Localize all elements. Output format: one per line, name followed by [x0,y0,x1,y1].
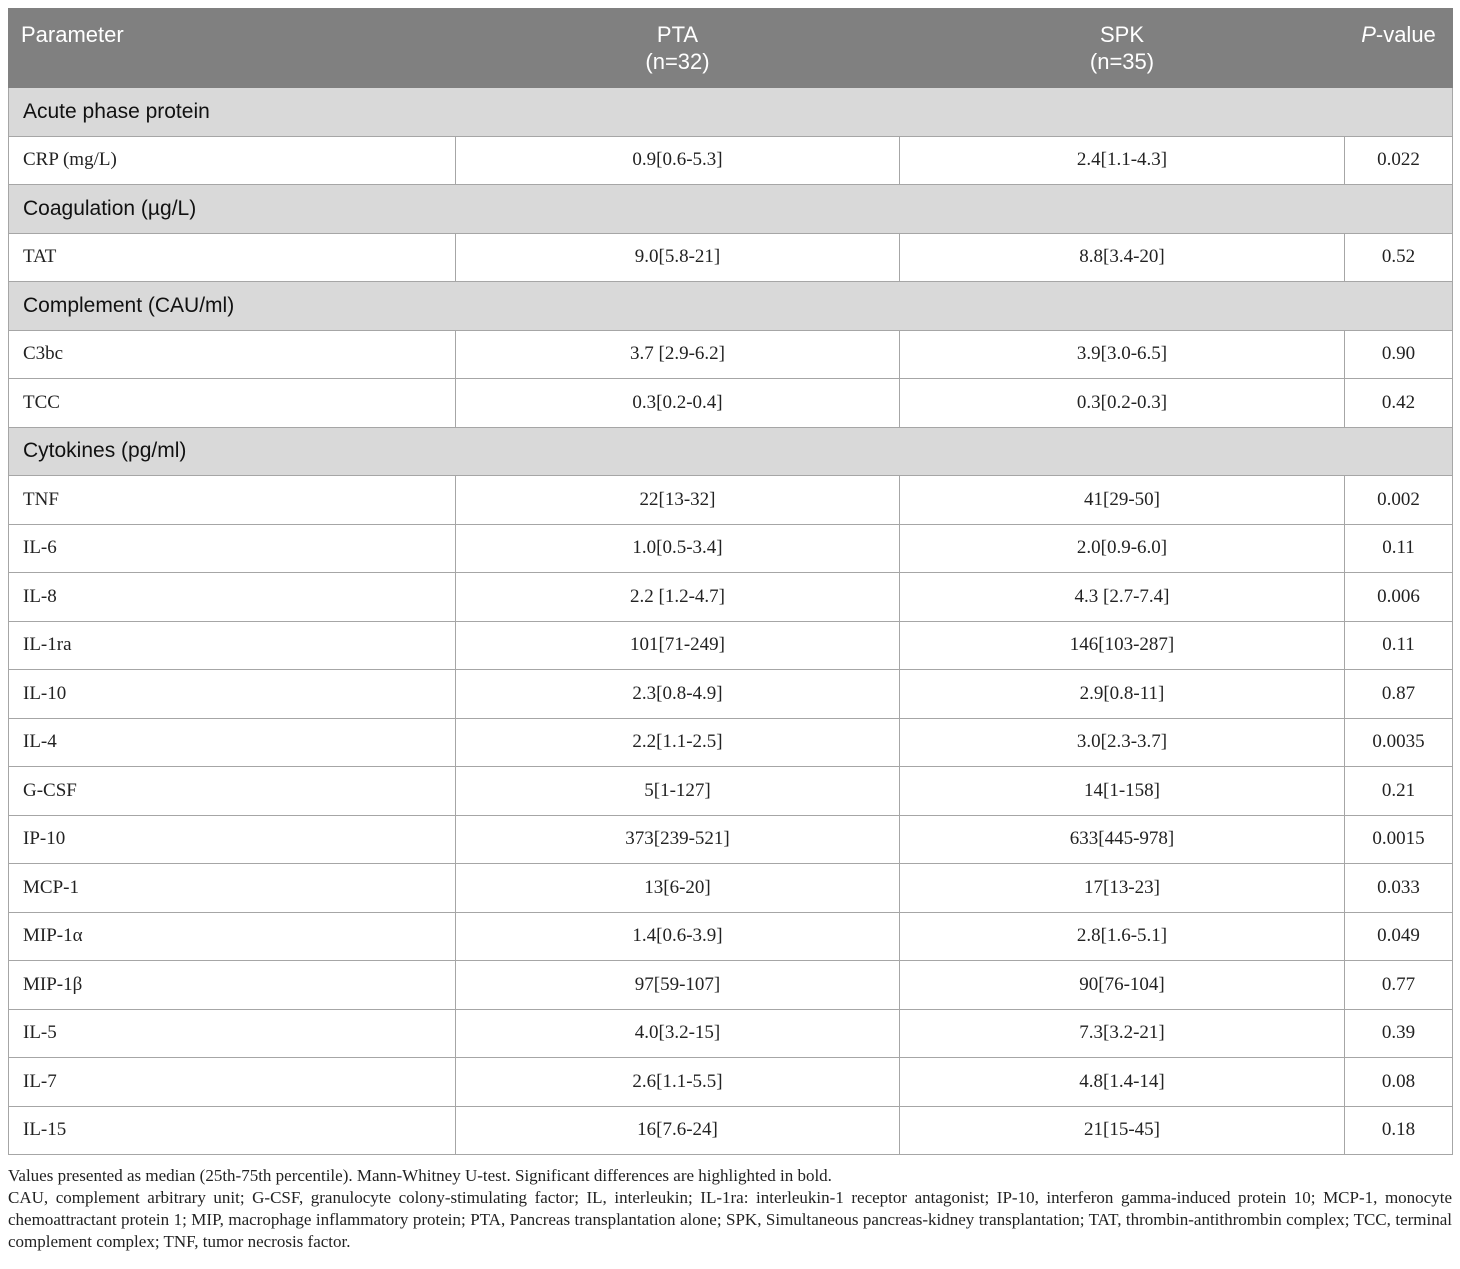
table-row [9,670,1453,719]
cell-spk: 2.4[1.1-4.3] [900,136,1345,185]
section-row [9,88,1453,137]
cell-pta: 1.0[0.5-3.4] [456,524,900,573]
cell-p-value: 0.77 [1345,961,1453,1010]
cell-pta: 97[59-107] [456,961,900,1010]
cell-p-value: 0.18 [1345,1106,1453,1155]
cell-spk: 14[1-158] [900,767,1345,816]
section-title: Complement (CAU/ml) [9,282,1453,331]
header-spk-n: (n=35) [1089,49,1155,74]
cell-pta: 0.3[0.2-0.4] [456,379,900,428]
cell-spk: 4.3 [2.7-7.4] [900,573,1345,622]
section-row [9,185,1453,234]
header-pta [456,9,900,88]
table-row [9,815,1453,864]
cell-p-value: 0.0035 [1345,718,1453,767]
cell-spk: 4.8[1.4-14] [900,1058,1345,1107]
cell-spk: 0.3[0.2-0.3] [900,379,1345,428]
cell-p-value: 0.11 [1345,524,1453,573]
cell-parameter: IP-10 [9,815,456,864]
cell-spk: 2.9[0.8-11] [900,670,1345,719]
header-row [9,9,1453,88]
header-spk [900,9,1345,88]
table-row [9,573,1453,622]
header-spk-label: SPK [1099,22,1145,47]
table-body [9,88,1453,1155]
cell-p-value: 0.002 [1345,476,1453,525]
cell-pta: 13[6-20] [456,864,900,913]
header-p-rest: -value [1375,22,1436,47]
cell-spk: 8.8[3.4-20] [900,233,1345,282]
cell-parameter: TNF [9,476,456,525]
cell-pta: 22[13-32] [456,476,900,525]
table-row [9,233,1453,282]
cell-pta: 2.2 [1.2-4.7] [456,573,900,622]
section-title: Coagulation (µg/L) [9,185,1453,234]
cell-p-value: 0.022 [1345,136,1453,185]
cell-p-value: 0.39 [1345,1009,1453,1058]
cell-parameter: IL-7 [9,1058,456,1107]
section-title: Cytokines (pg/ml) [9,427,1453,476]
cell-spk: 146[103-287] [900,621,1345,670]
cell-parameter: IL-4 [9,718,456,767]
cell-p-value: 0.049 [1345,912,1453,961]
cell-pta: 2.3[0.8-4.9] [456,670,900,719]
table-row [9,476,1453,525]
cell-pta: 2.6[1.1-5.5] [456,1058,900,1107]
cell-parameter: TCC [9,379,456,428]
header-parameter: Parameter [9,9,456,88]
cell-pta: 373[239-521] [456,815,900,864]
cell-p-value: 0.006 [1345,573,1453,622]
cell-spk: 2.0[0.9-6.0] [900,524,1345,573]
cell-spk: 3.0[2.3-3.7] [900,718,1345,767]
cell-p-value: 0.11 [1345,621,1453,670]
cell-parameter: TAT [9,233,456,282]
cell-spk: 17[13-23] [900,864,1345,913]
cell-parameter: IL-8 [9,573,456,622]
header-p-value [1345,9,1453,88]
section-title: Acute phase protein [9,88,1453,137]
cell-p-value: 0.42 [1345,379,1453,428]
cell-pta: 3.7 [2.9-6.2] [456,330,900,379]
cell-pta: 2.2[1.1-2.5] [456,718,900,767]
table-row [9,330,1453,379]
table-row [9,864,1453,913]
footnote-method: Values presented as median (25th-75th percentile). Mann-Whitney U-test. Significant differences are highlighted in bold. [8,1166,832,1185]
cell-spk: 21[15-45] [900,1106,1345,1155]
cell-spk: 2.8[1.6-5.1] [900,912,1345,961]
header-pta-n: (n=32) [645,49,710,74]
table-row [9,524,1453,573]
cell-p-value: 0.21 [1345,767,1453,816]
cell-parameter: IL-10 [9,670,456,719]
cell-p-value: 0.90 [1345,330,1453,379]
cell-parameter: CRP (mg/L) [9,136,456,185]
table-row [9,767,1453,816]
cell-pta: 9.0[5.8-21] [456,233,900,282]
table-row [9,1058,1453,1107]
header-pta-label: PTA [656,22,699,47]
footnote-abbreviations: CAU, complement arbitrary unit; G-CSF, granulocyte colony-stimulating factor; IL, interleukin; IL-1ra: interleukin-1 receptor antagonist; IP-10, interferon gamma-induced protein 10; MCP-1, monocyte chemoattractant protein 1; MIP, macrophage inflammatory protein; PTA, Pancreas transplantation alone; SPK, Simultaneous pancreas-kidney transplantation; TAT, thrombin-antithrombin complex; TCC, terminal complement complex; TNF, tumor necrosis factor. [8,1188,1452,1251]
table-row [9,379,1453,428]
cell-p-value: 0.08 [1345,1058,1453,1107]
header-p-italic: P [1361,22,1376,47]
cell-pta: 0.9[0.6-5.3] [456,136,900,185]
table-row [9,912,1453,961]
cell-p-value: 0.0015 [1345,815,1453,864]
cell-parameter: C3bc [9,330,456,379]
cell-parameter: MCP-1 [9,864,456,913]
cell-spk: 7.3[3.2-21] [900,1009,1345,1058]
table-row [9,621,1453,670]
cell-pta: 101[71-249] [456,621,900,670]
cell-spk: 3.9[3.0-6.5] [900,330,1345,379]
table-footnotes [8,1165,1452,1253]
results-table [8,8,1453,1155]
cell-pta: 16[7.6-24] [456,1106,900,1155]
table-row [9,136,1453,185]
cell-pta: 4.0[3.2-15] [456,1009,900,1058]
section-row [9,427,1453,476]
cell-p-value: 0.52 [1345,233,1453,282]
cell-parameter: MIP-1α [9,912,456,961]
cell-p-value: 0.87 [1345,670,1453,719]
section-row [9,282,1453,331]
table-row [9,961,1453,1010]
cell-spk: 41[29-50] [900,476,1345,525]
cell-spk: 90[76-104] [900,961,1345,1010]
table-row [9,1106,1453,1155]
cell-parameter: IL-5 [9,1009,456,1058]
cell-p-value: 0.033 [1345,864,1453,913]
cell-parameter: MIP-1β [9,961,456,1010]
cell-parameter: IL-1ra [9,621,456,670]
cell-parameter: IL-15 [9,1106,456,1155]
table-container [8,8,1452,1253]
cell-pta: 1.4[0.6-3.9] [456,912,900,961]
cell-spk: 633[445-978] [900,815,1345,864]
cell-pta: 5[1-127] [456,767,900,816]
cell-parameter: IL-6 [9,524,456,573]
table-row [9,718,1453,767]
cell-parameter: G-CSF [9,767,456,816]
table-row [9,1009,1453,1058]
